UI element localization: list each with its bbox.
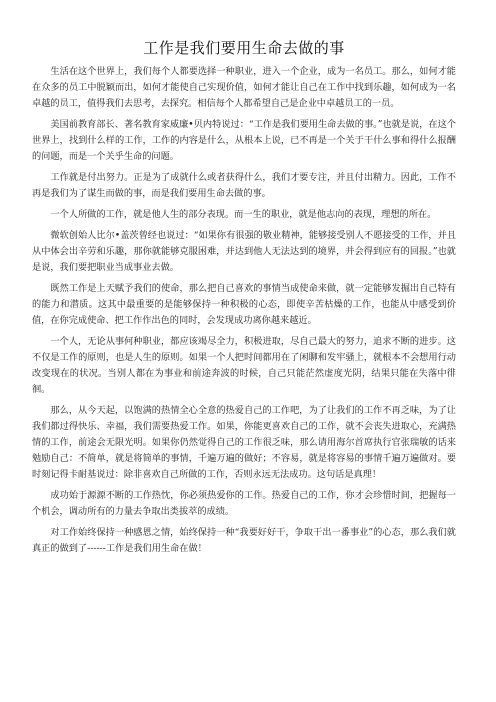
paragraph-4: 一个人所做的工作，就是他人生的部分表现。而一生的职业，就是他志向的表现，理想的所在。 [50, 209, 437, 220]
paragraph-8: 那么，从今天起，以饱满的热情全心全意的热爱自己的工作吧，为了让我们的工作不再乏味，为了让我们都过得快乐、幸福，我们需要热爱工作。如果，你能更喜欢自己的工作，就不会丧失进取心，充满热情的工作，前途会无限光明。如果你仍然觉得自己的工作很乏味，那么请用海尔首席执行官张瑞敏的话来勉励自己：不简单，就是将简单的事情，千遍万遍的做好；不容易，就是将容易的事情千遍万遍做对。要时刻记得卡耐基说过：除非喜欢自己所做的工作，否则永远无法成功。这句话是真理！ [32, 405, 456, 480]
paragraph-6: 既然工作是上天赋予我们的使命，那么把自己喜欢的事情当成使命来做，就一定能够发掘出自己特有的能力和潜质。这其中最重要的是能够保持一种积极的心态，即使辛苦枯燥的工作，也能从中感受到价值，在你完成使命、把工作作出色的同时，会发现成功离你越来越近。 [32, 283, 456, 326]
paragraph-9: 成功始于源源不断的工作热忱，你必须热爱你的工作。热爱自己的工作，你才会珍惜时间，把握每一个机会，调动所有的力量去争取出类拔萃的成绩。 [32, 490, 456, 517]
paragraph-10: 对工作始终保持一种感恩之情，始终保持一种“我要好好干，争取干出一番事业”的心态，那么我们就真正的做到了------工作是我们用生命在做！ [32, 527, 456, 554]
paragraph-1: 生活在这个世界上，我们每个人都要选择一种职业，进入一个企业，成为一名员工。那么，如何才能在众多的员工中脱颖而出，如何才能使自己实现价值，如何才能让自己在工作中找到乐趣，如何成为一名卓越的员工，值得我们去思考，去探究。相信每个人都希望自己是企业中卓越员工的一员。 [32, 66, 456, 109]
document-title: 工作是我们要用生命去做的事 [143, 39, 345, 57]
paragraph-3: 工作就是付出努力。正是为了成就什么或者获得什么，我们才要专注，并且付出精力。因此，工作不再是我们为了谋生而做的事，而是我们要用生命去做的事。 [32, 172, 456, 199]
paragraph-2: 美国前教育部长、著名教育家威廉•贝内特说过：“工作是我们要用生命去做的事。”也就是说，在这个世界上，找到什么样的工作，工作的内容是什么，从根本上说，已不再是一个关于干什么事和得什么报酬的问题，而是一个关乎生命的问题。 [32, 119, 456, 162]
paragraph-7: 一个人，无论从事何种职业，都应该竭尽全力，积极进取，尽自己最大的努力，追求不断的进步。这不仅是工作的原则，也是人生的原则。如果一个人把时间都用在了闲聊和发牢骚上，就根本不会想用行动改变现在的状况。当别人都在为事业和前途奔波的时候，自己只能茫然虚度光阴，结果只能在失落中徘徊。 [32, 336, 456, 395]
paragraph-5: 微软创始人比尔•盖茨曾经也说过：“如果你有很强的敬业精神，能够接受别人不愿接受的工作，并且从中体会出辛劳和乐趣，那你就能够克服困难，并达到他人无法达到的境界，并会得到应有的回报。”也就是说，我们要把职业当成事业去做。 [32, 230, 456, 273]
